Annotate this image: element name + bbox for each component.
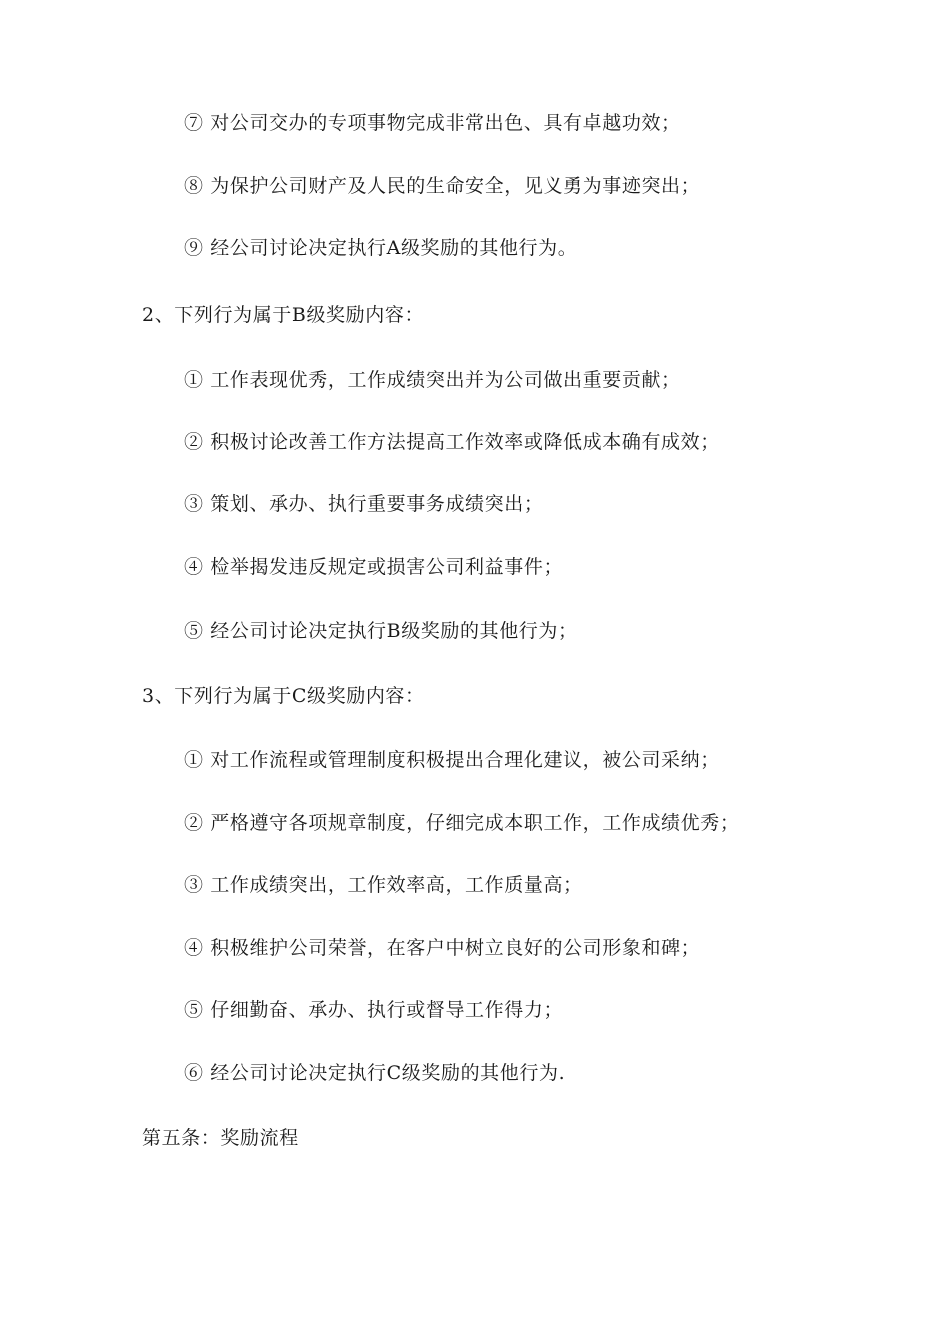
list-item-b-4: ④ 检举揭发违反规定或损害公司利益事件； <box>184 556 564 578</box>
list-item-b-5: ⑤ 经公司讨论决定执行B级奖励的其他行为； <box>184 620 578 642</box>
list-item-c-3: ③ 工作成绩突出，工作效率高，工作质量高； <box>184 874 583 896</box>
list-item-b-1: ① 工作表现优秀，工作成绩突出并为公司做出重要贡献； <box>184 369 681 391</box>
list-item-c-4: ④ 积极维护公司荣誉，在客户中树立良好的公司形象和碑； <box>184 937 701 959</box>
list-item-a-8: ⑧ 为保护公司财产及人民的生命安全，见义勇为事迹突出； <box>184 175 701 197</box>
list-item-c-5: ⑤ 仔细勤奋、承办、执行或督导工作得力； <box>184 999 564 1021</box>
list-item-b-2: ② 积极讨论改善工作方法提高工作效率或降低成本确有成效； <box>184 431 720 453</box>
article-heading: 第五条：奖励流程 <box>142 1127 299 1149</box>
list-item-c-6: ⑥ 经公司讨论决定执行C级奖励的其他行为. <box>184 1062 566 1084</box>
list-item-a-9: ⑨ 经公司讨论决定执行A级奖励的其他行为。 <box>184 237 578 259</box>
list-item-b-3: ③ 策划、承办、执行重要事务成绩突出； <box>184 493 544 515</box>
list-item-a-7: ⑦ 对公司交办的专项事物完成非常出色、具有卓越功效； <box>184 112 681 134</box>
list-item-c-2: ② 严格遵守各项规章制度，仔细完成本职工作，工作成绩优秀； <box>184 812 740 834</box>
list-item-c-1: ① 对工作流程或管理制度积极提出合理化建议，被公司采纳； <box>184 749 720 771</box>
section-c-heading: 3、下列行为属于C级奖励内容： <box>142 685 425 707</box>
section-b-heading: 2、下列行为属于B级奖励内容： <box>142 304 425 326</box>
